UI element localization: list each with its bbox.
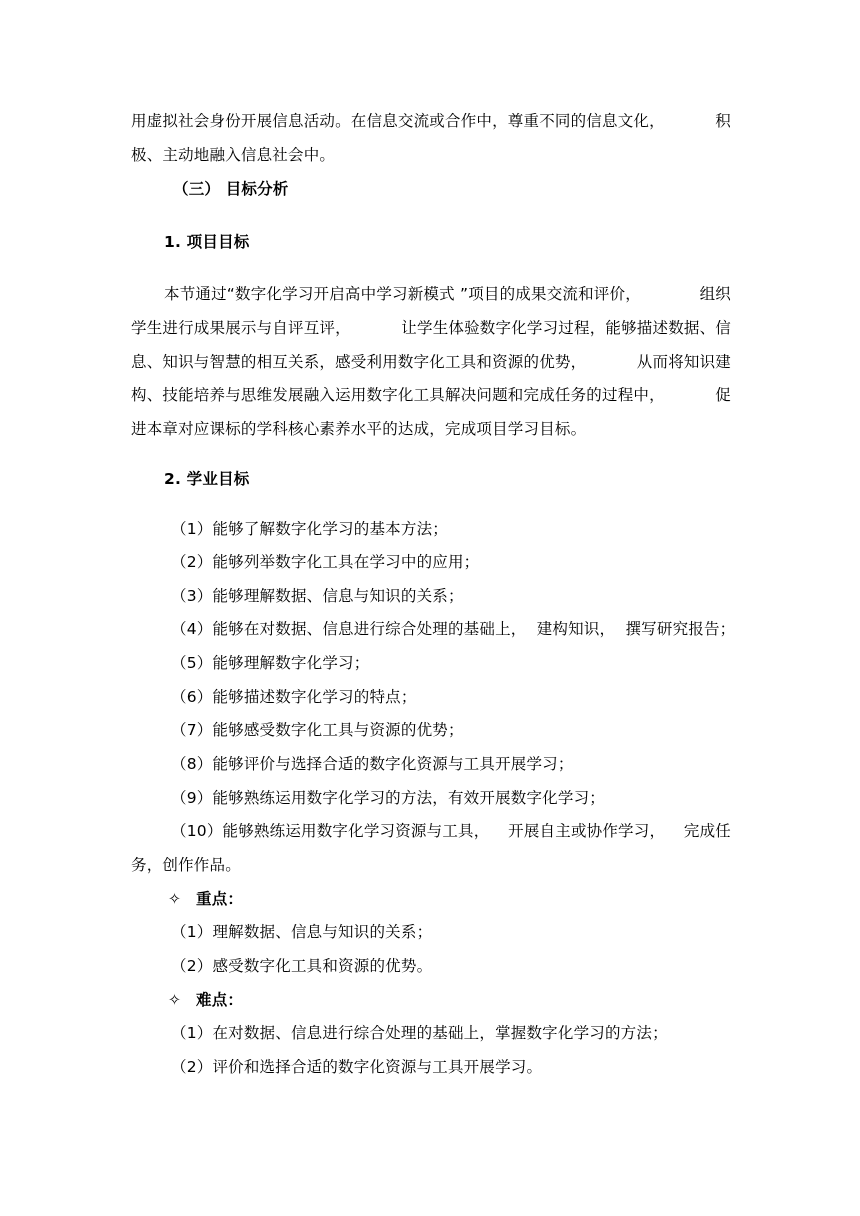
key-points-label: 重点： bbox=[196, 890, 244, 908]
academic-goal-item-3: （3）能够理解数据、信息与知识的关系； bbox=[171, 587, 464, 605]
difficult-points-heading bbox=[168, 990, 768, 1010]
project-goal-line-1-b: 组织 bbox=[699, 285, 731, 303]
academic-goal-item-9: （9）能够熟练运用数字化学习的方法，有效开展数字化学习； bbox=[171, 789, 605, 807]
diamond-star-icon: ✧ bbox=[168, 991, 182, 1009]
project-goal-line-1 bbox=[164, 284, 731, 304]
difficult-point-item-1: （1）在对数据、信息进行综合处理的基础上，掌握数字化学习的方法； bbox=[171, 1024, 668, 1042]
project-goal-line-4-b: 促 bbox=[715, 386, 731, 404]
academic-goal-item-4: （4）能够在对数据、信息进行综合处理的基础上， 建构知识， 撰写研究报告； bbox=[171, 620, 736, 638]
intro-line-1-end: 积 bbox=[715, 112, 731, 130]
project-goal-line-2-b: 让学生体验数字化学习过程，能够描述数据、信 bbox=[401, 319, 731, 337]
key-point-item-2: （2）感受数字化工具和资源的优势。 bbox=[171, 957, 433, 975]
project-goal-line-2 bbox=[131, 318, 731, 338]
difficult-points-label: 难点： bbox=[196, 991, 244, 1009]
academic-goal-item-10-a: （10）能够熟练运用数字化学习资源与工具， bbox=[171, 822, 490, 840]
key-point-item-1: （1）理解数据、信息与知识的关系； bbox=[171, 923, 433, 941]
section-heading: （三） 目标分析 bbox=[173, 180, 289, 198]
project-goal-line-3-a: 息、知识与智慧的相互关系，感受利用数字化工具和资源的优势， bbox=[131, 353, 587, 371]
difficult-point-item-2: （2）评价和选择合适的数字化资源与工具开展学习。 bbox=[171, 1058, 543, 1076]
key-points-heading bbox=[168, 889, 768, 909]
intro-line-1 bbox=[131, 111, 731, 131]
academic-goal-item-10-c: 完成任 bbox=[683, 822, 731, 840]
academic-goal-item-10 bbox=[171, 821, 731, 841]
academic-goal-item-2: （2）能够列举数字化工具在学习中的应用； bbox=[171, 553, 480, 571]
academic-goal-item-1: （1）能够了解数字化学习的基本方法； bbox=[171, 520, 448, 538]
project-goal-line-3-b: 从而将知识建 bbox=[636, 353, 731, 371]
project-goal-line-4-a: 构、技能培养与思维发展融入运用数字化工具解决问题和完成任务的过程中， bbox=[131, 386, 665, 404]
intro-line-2: 极、主动地融入信息社会中。 bbox=[131, 146, 336, 164]
project-goal-heading: 1. 项目目标 bbox=[164, 233, 250, 251]
academic-goal-item-10-b: 开展自主或协作学习， bbox=[508, 822, 666, 840]
project-goal-line-5: 进本章对应课标的学科核心素养水平的达成，完成项目学习目标。 bbox=[131, 420, 587, 438]
project-goal-line-3 bbox=[131, 352, 731, 372]
academic-goal-item-6: （6）能够描述数字化学习的特点； bbox=[171, 688, 417, 706]
academic-goal-item-5: （5）能够理解数字化学习； bbox=[171, 654, 370, 672]
project-goal-line-1-a: 本节通过“数字化学习开启高中学习新模式 ”项目的成果交流和评价， bbox=[164, 285, 641, 303]
academic-goal-item-7: （7）能够感受数字化工具与资源的优势； bbox=[171, 721, 464, 739]
intro-line-1-text: 用虚拟社会身份开展信息活动。在信息交流或合作中，尊重不同的信息文化， bbox=[131, 112, 665, 130]
project-goal-line-4 bbox=[131, 385, 731, 405]
academic-goal-item-10-continued: 务，创作作品。 bbox=[131, 856, 241, 874]
project-goal-line-2-a: 学生进行成果展示与自评互评， bbox=[131, 319, 351, 337]
academic-goal-item-8: （8）能够评价与选择合适的数字化资源与工具开展学习； bbox=[171, 755, 574, 773]
diamond-star-icon: ✧ bbox=[168, 890, 182, 908]
academic-goal-heading: 2. 学业目标 bbox=[164, 470, 250, 488]
